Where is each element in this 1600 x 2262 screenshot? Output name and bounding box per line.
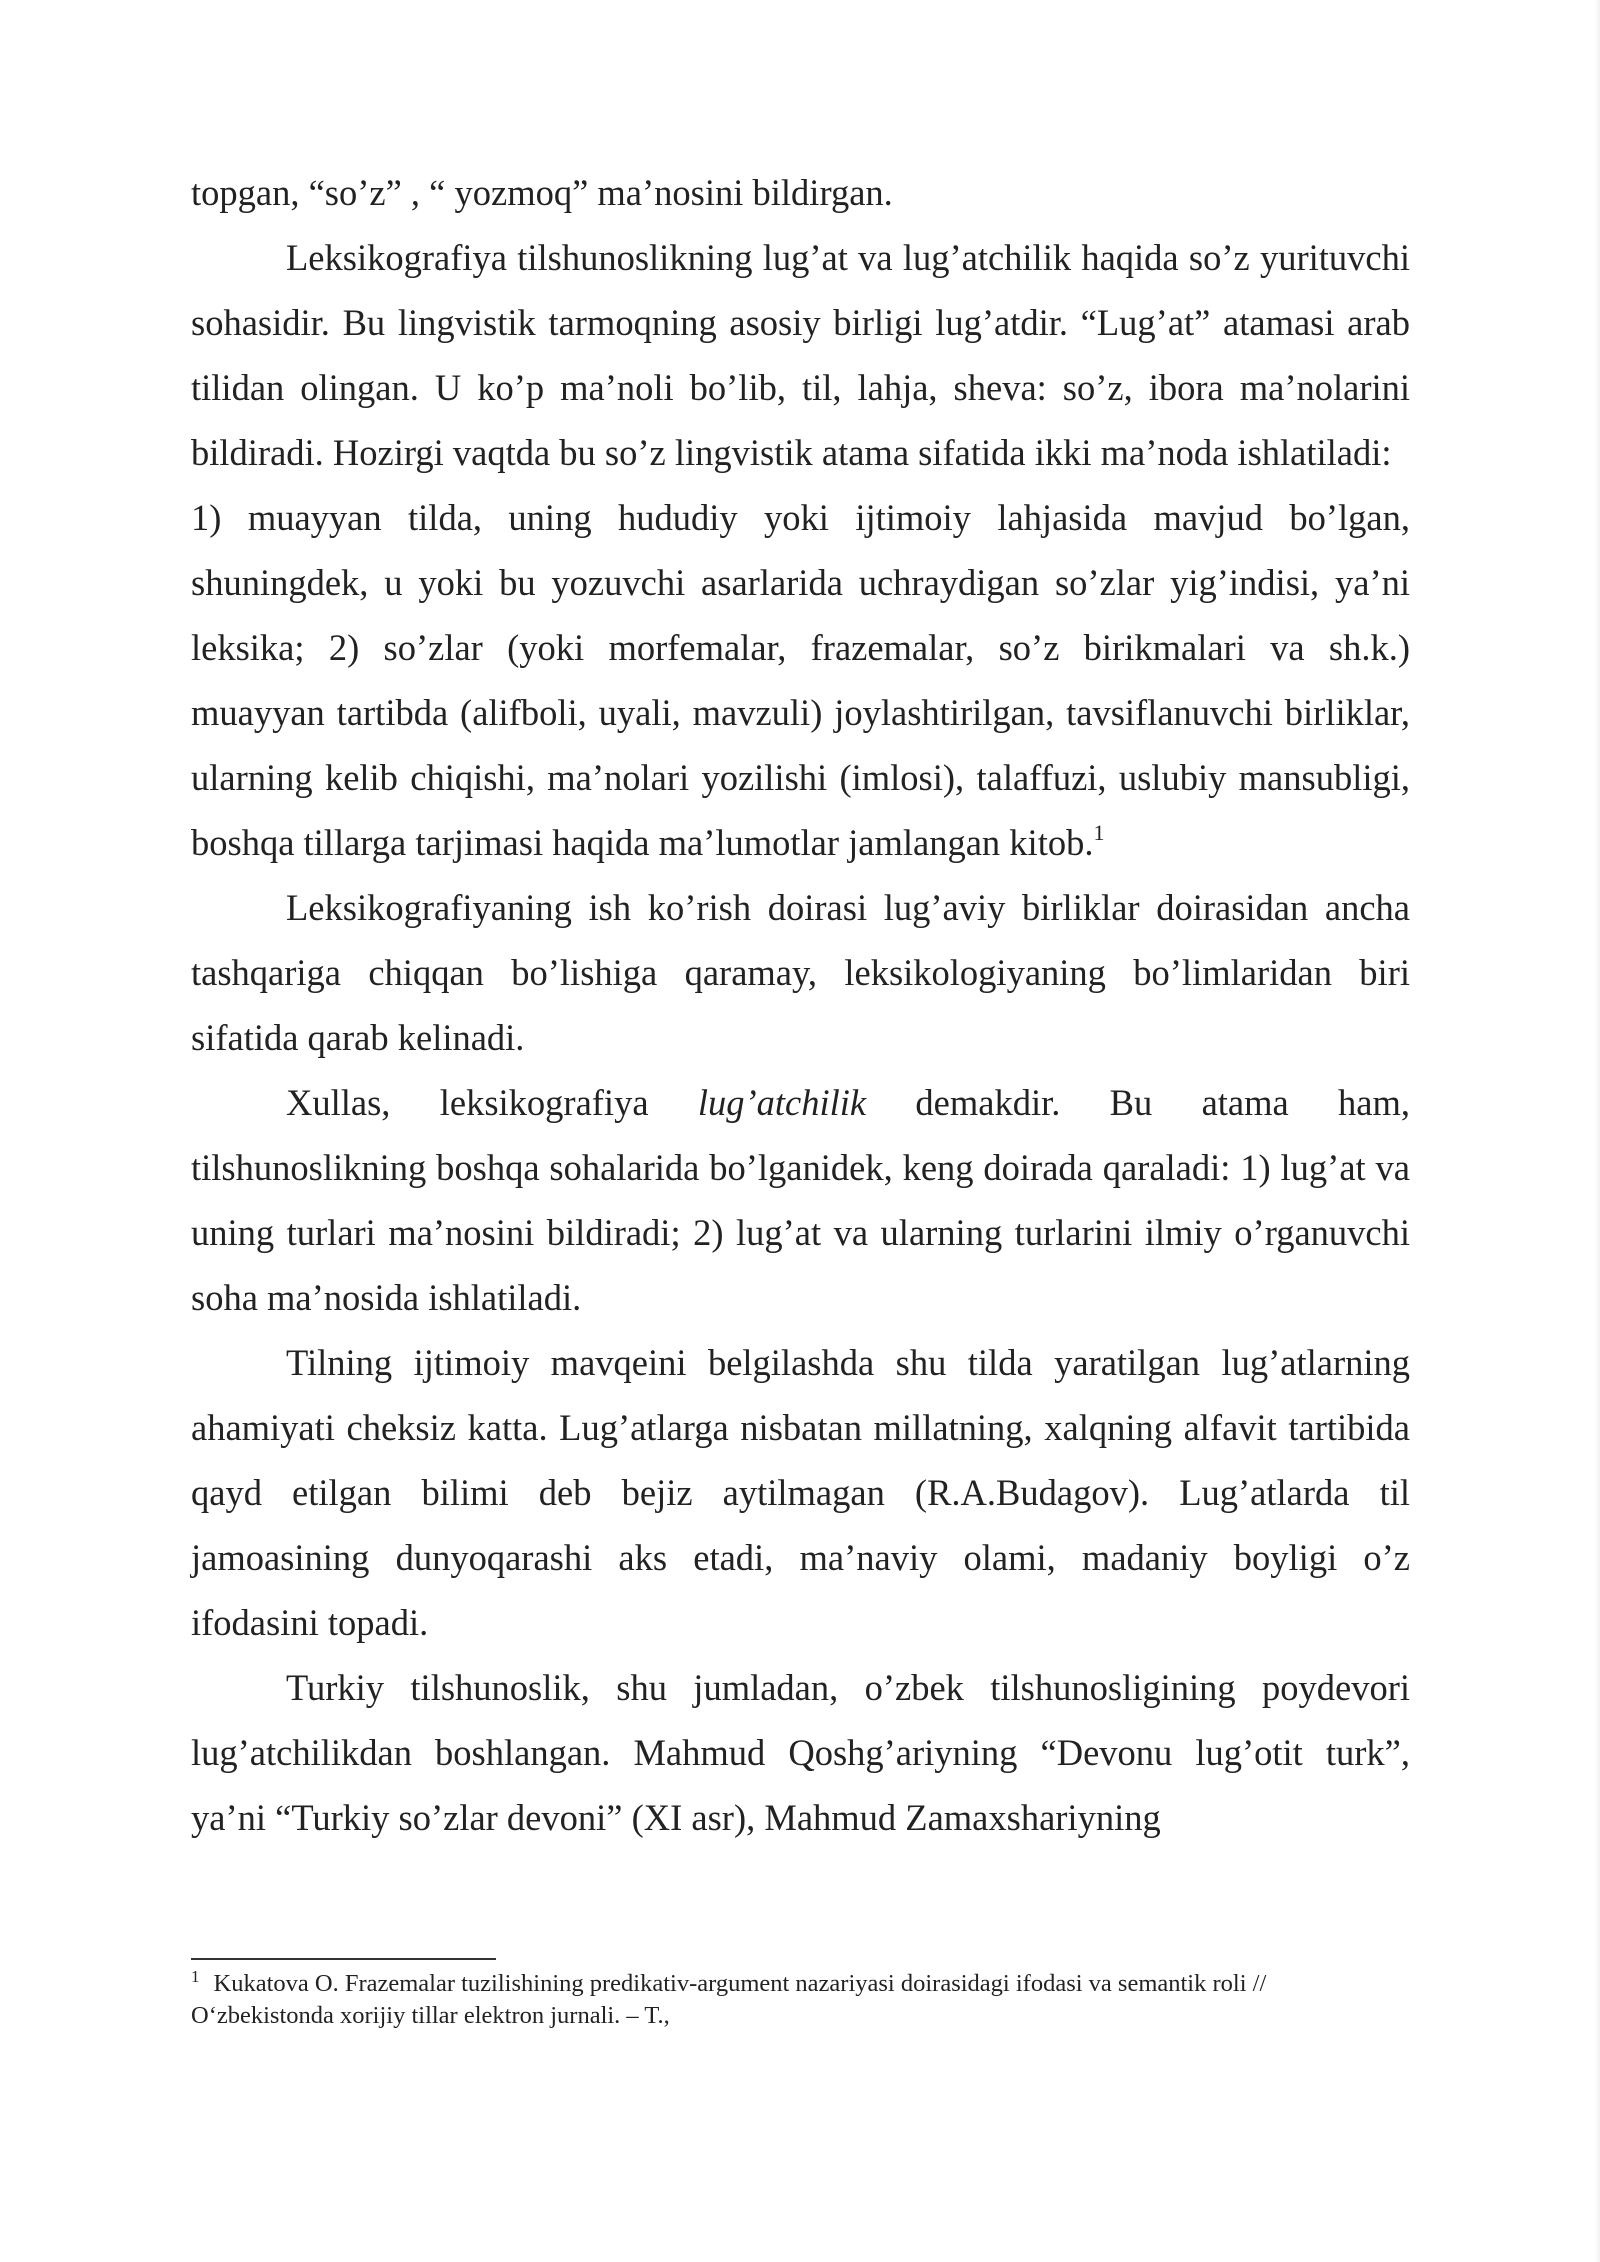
footnote-line-1 (191, 1968, 1410, 2000)
footnote-reference[interactable]: 1 (1093, 819, 1105, 845)
paragraph-meanings-list (191, 485, 1410, 875)
paragraph-social-status: Tilning ijtimoiy mavqeini belgilashda shu tilda yaratilgan lug’atlarning ahamiyati cheksiz katta. Lug’atlarga nisbatan millatning, xalqning alfavit tartibida qayd etilgan bilimi deb bejiz aytilmagan (R.A.Budagov). Lug’atlarda til jamoasining dunyoqarashi aks etadi, ma’naviy olami, madaniy boyligi o’z ifodasini topadi. (191, 1342, 1410, 1643)
paragraph-summary-end: demakdir. Bu atama ham, tilshunoslikning boshqa sohalarida bo’lganidek, keng doirada qaraladi: 1) lug’at va uning turlari ma’nosini bildiradi; 2) lug’at va ularning turlarini ilmiy o’rganuvchi soha ma’nosida ishlatiladi. (191, 1082, 1410, 1318)
paragraph-turkic-linguistics: Turkiy tilshunoslik, shu jumladan, o’zbek tilshunosligining poydevori lug’atchilikdan boshlangan. Mahmud Qoshg’ariyning “Devonu lug’otit turk”, ya’ni “Turkiy so’zlar devoni” (XI asr), Mahmud Zamaxshariyning (191, 1667, 1410, 1838)
footnote-line-2: O‘zbekistonda xorijiy tillar elektron jurnali. – T., (191, 2002, 670, 2029)
footnote (191, 1968, 1410, 2032)
paragraph-summary-start: Xullas, leksikografiya (286, 1082, 698, 1123)
footnote-separator (191, 1958, 496, 1960)
paragraph-leksikografiya-definition: Leksikografiya tilshunoslikning lug’at va lug’atchilik haqida so’z yurituvchi sohasidir. Bu lingvistik tarmoqning asosiy birligi lug’atdir. “Lug’at” atamasi arab tilidan olingan. U ko’p ma’noli bo’lib, til, lahja, sheva: so’z, ibora ma’nolarini bildiradi. Hozirgi vaqtda bu so’z lingvistik atama sifatida ikki ma’noda ishlatiladi: (191, 237, 1410, 473)
footnote-number: 1 (191, 1966, 200, 1986)
paragraph-scope: Leksikografiyaning ish ko’rish doirasi lug’aviy birliklar doirasidan ancha tashqariga chiqqan bo’lishiga qaramay, leksikologiyaning bo’limlaridan biri sifatida qarab kelinadi. (191, 887, 1410, 1058)
italic-term: lug’atchilik (697, 1082, 867, 1123)
footnote-text-1: Kukatova O. Frazemalar tuzilishining predikativ-argument nazariyasi doirasidagi ifodasi va semantik roli // (213, 1970, 1267, 1997)
page-edge-shadow (1594, 0, 1600, 2262)
paragraph-continuation: topgan, “so’z” , “ yozmoq” ma’nosini bildirgan. (191, 172, 893, 213)
paragraph-meanings-text: 1) muayyan tilda, uning hududiy yoki ijtimoiy lahjasida mavjud bo’lgan, shuningdek, u yoki bu yozuvchi asarlarida uchraydigan so’zlar yig’indisi, ya’ni leksika; 2) so’zlar (yoki morfemalar, frazemalar, so’z birikmalari va sh.k.) muayyan tartibda (alifboli, uyali, mavzuli) joylashtirilgan, tavsiflanuvchi birliklar, ularning kelib chiqishi, ma’nolari yozilishi (imlosi), talaffuzi, uslubiy mansubligi, boshqa tillarga tarjimasi haqida ma’lumotlar jamlangan kitob. (191, 497, 1410, 863)
body-text (191, 160, 1410, 1850)
paragraph-summary (191, 1070, 1410, 1330)
